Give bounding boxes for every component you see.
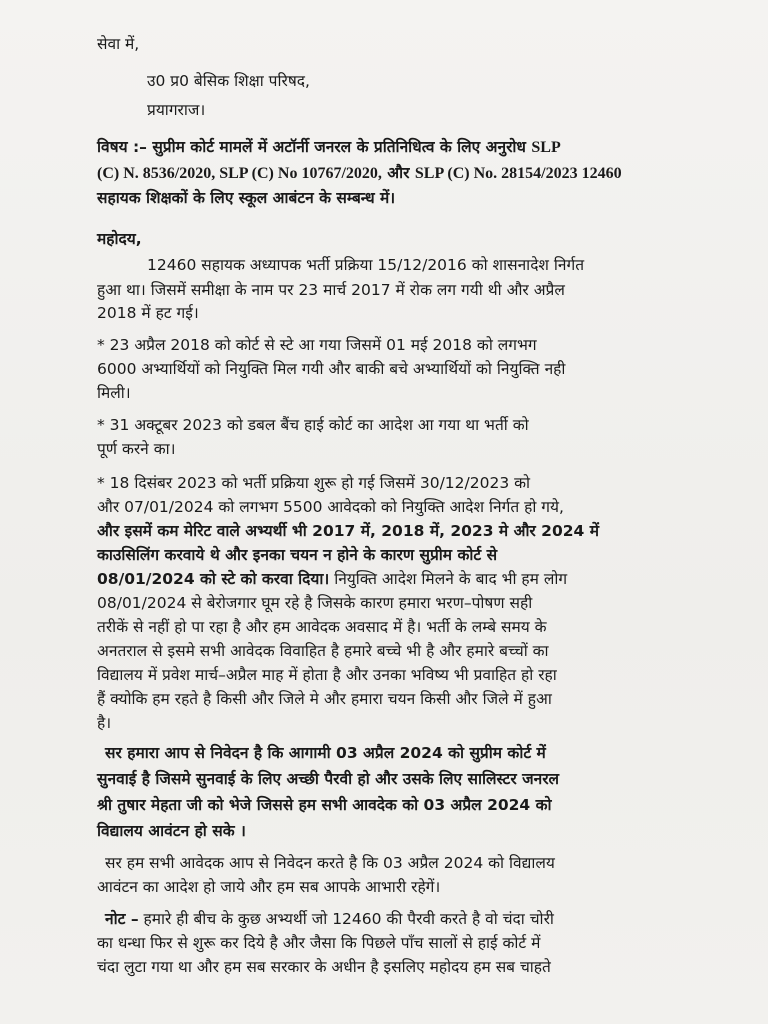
para5-line-2: सुनवाई है जिसमे सुनवाई के लिए अच्छी पैरवी हो और उसके लिए सालिस्टर जनरल [97, 770, 560, 788]
para5-line-1: सर हमारा आप से निवेदन है कि आगामी 03 अप्रैल 2024 को सुप्रीम कोर्ट में [105, 744, 546, 762]
para4-line-7: तरीकें से नहीं हो पा रहा है और हम आवेदक अवसाद में है। भर्ती के लम्बे समय के [97, 618, 547, 636]
para1-line-1: 12460 सहायक अध्यापक भर्ती प्रक्रिया 15/12/2016 को शासनादेश निर्गत [147, 256, 585, 274]
para4-line-4: काउसिलिंग करवाये थे और इनका चयन न होने के कारण सुप्रीम कोर्ट से [97, 546, 498, 564]
para4-line-8: अनतराल से इसमे सभी आवेदक विवाहित है हमारे बच्चे भी है और हमारे बच्चों का [97, 642, 549, 660]
note-line-2: का धन्धा फिर से शुरू कर दिये है और जैसा कि पिछले पाँच सालों से हाई कोर्ट में [97, 934, 541, 952]
para5-line-3: श्री तुषार मेहता जी को भेजे जिससे हम सभी आवदेक को 03 अप्रैल 2024 को [97, 796, 552, 814]
para4-line-6: 08/01/2024 से बेरोजगार घूम रहे है जिसके कारण हमारा भरण–पोषण सही [97, 594, 533, 612]
para4-line-10: हैं क्योकि हम रहते है किसी और जिले मे और हमारा चयन किसी और जिले में हुआ [97, 690, 552, 708]
para6-line-1: सर हम सभी आवेदक आप से निवेदन करते है कि 03 अप्रैल 2024 को विद्यालय [105, 854, 555, 872]
para3-line-1: * 31 अक्टूबर 2023 को डबल बैंच हाई कोर्ट का आदेश आ गया था भर्ती को [97, 416, 529, 434]
para2-line-1: * 23 अप्रैल 2018 को कोर्ट से स्टे आ गया जिसमें 01 मई 2018 को लगभग [97, 336, 537, 354]
para6-line-2: आवंटन का आदेश हो जाये और हम सब आपके आभारी रहेगें। [97, 878, 441, 896]
greeting: सेवा में, [97, 35, 140, 53]
para4-line-2: और 07/01/2024 को लगभग 5500 आवेदको को नियुक्ति आदेश निर्गत हो गये, [97, 498, 564, 516]
para3-line-2: पूर्ण करने का। [97, 440, 176, 458]
para4-line-5: 08/01/2024 को स्टे को करवा दिया। नियुक्ति आदेश मिलने के बाद भी हम लोग [97, 570, 568, 588]
note-line-3: चंदा लुटा गया था और हम सब सरकार के अधीन है इसलिए महोदय हम सब चाहते [97, 958, 551, 976]
para4-line-9: विद्यालय में प्रवेश मार्च–अप्रैल माह में होता है और उनका भविष्य भी प्रवाहित हो रहा [97, 666, 557, 684]
office-name: उ0 प्र0 बेसिक शिक्षा परिषद, [147, 72, 310, 90]
para5-line-4: विद्यालय आवंटन हो सके । [97, 822, 246, 840]
para4-line-3: और इसमें कम मेरिट वाले अभ्यर्थी भी 2017 में, 2018 में, 2023 मे और 2024 में [97, 522, 599, 540]
para2-line-2: 6000 अभ्यार्थियों को नियुक्ति मिल गयी और बाकी बचे अभ्यार्थियों को नियुक्ति नही [97, 360, 566, 378]
para1-line-2: हुआ था। जिसमें समीक्षा के नाम पर 23 मार्च 2017 में रोक लग गयी थी और अप्रैल [97, 281, 565, 299]
note-line-1: नोट – हमारे ही बीच के कुछ अभ्यर्थी जो 12460 की पैरवी करते है वो चंदा चोरी [105, 910, 554, 928]
para4-line-11: है। [97, 714, 112, 732]
para2-line-3: मिली। [97, 384, 131, 402]
para4-line-1: * 18 दिसंबर 2023 को भर्ती प्रक्रिया शुरू हो गई जिसमें 30/12/2023 को [97, 474, 531, 492]
note-label: नोट – [105, 910, 139, 928]
subject-line-2: (C) N. 8536/2020, SLP (C) No 10767/2020, और SLP (C) No. 28154/2023 12460 [97, 164, 622, 182]
subject-line-1: विषय :– सुप्रीम कोर्ट मामलें में अटॉर्नी जनरल के प्रतिनिधित्व के लिए अनुरोध SLP [97, 138, 561, 156]
salutation: महोदय, [97, 230, 142, 248]
office-city: प्रयागराज। [147, 101, 206, 119]
subject-line-3: सहायक शिक्षकों के लिए स्कूल आबंटन के सम्बन्ध में। [97, 189, 396, 207]
para1-line-3: 2018 में हट गई। [97, 304, 199, 322]
